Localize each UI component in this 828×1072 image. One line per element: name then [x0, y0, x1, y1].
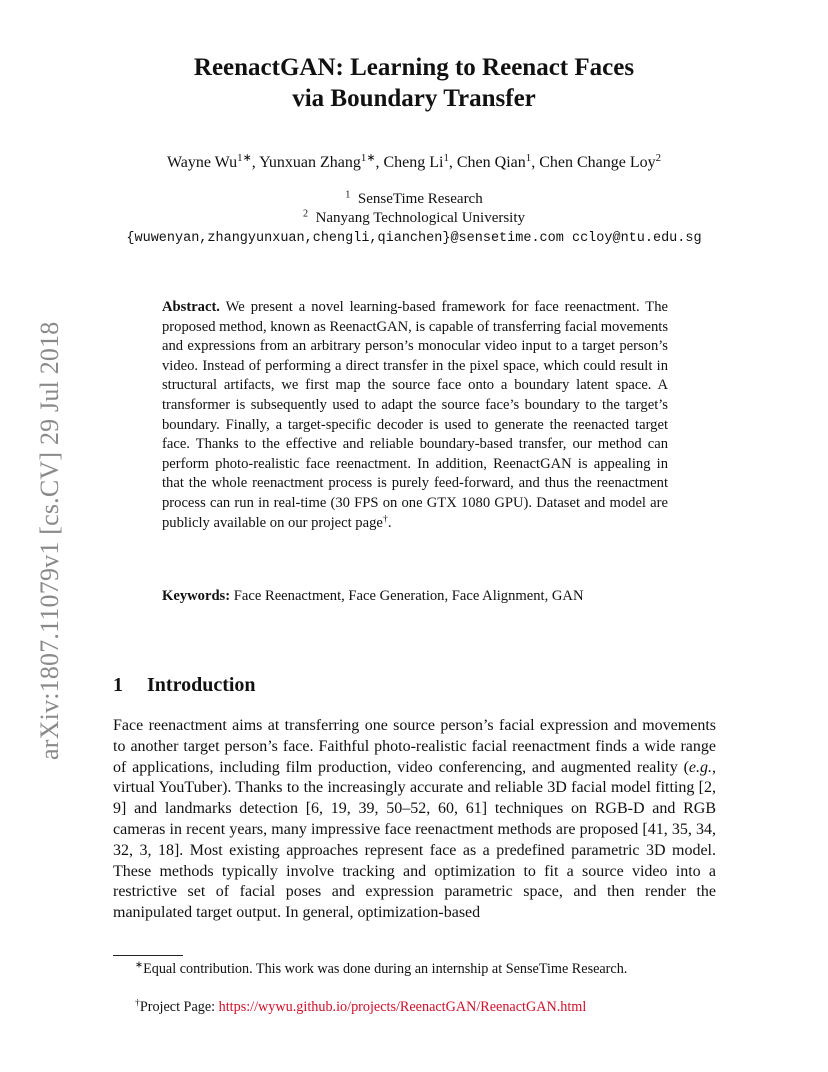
footnote-divider: [113, 955, 183, 956]
affiliation-mark: 2: [302, 208, 309, 220]
intro-text-part-2: , virtual YouTuber). Thanks to the increasingly accurate and reliable 3D facial model fitting [2, 9] and landmarks detection [6, 19, 39, 50–52, 60, 61] techniques on RGB-D and RGB cameras in recent years, many impressive face reenactment methods are proposed [41, 35, 34, 32, 3, 18]. Most existing approaches represent face as a predefined parametric 3D model. These methods typically involve tracking and optimization to fit a source video into a restrictive set of facial poses and expression parametric space, and then render the manipulated target output. In general, optimization-based: [113, 758, 716, 922]
author-mark: 2: [655, 152, 662, 165]
section-title: Introduction: [147, 674, 256, 696]
affiliation-name: SenseTime Research: [357, 191, 483, 207]
author-emails: {wuwenyan,zhangyunxuan,chengli,qianchen}@sensetime.com ccloy@ntu.edu.sg: [126, 231, 702, 246]
footnote-mark: †: [135, 997, 140, 1009]
author-list: Wayne $Wu^{1∗}$, Yunxuan Zhang$^{1∗}$, Cheng Li$^1$, Chen Qian$^1$, Chen Change Loy$^2$: [166, 152, 662, 171]
author-mark: 1∗: [360, 152, 376, 165]
author-name: Cheng Li: [383, 154, 444, 171]
footnote-project-page: [113, 998, 716, 1017]
abstract: [162, 298, 668, 533]
paper-title: [0, 52, 828, 114]
abstract-label: Abstract.: [162, 299, 220, 315]
footnote-equal-contribution: [113, 960, 716, 979]
abstract-footnote-mark: †: [382, 513, 388, 525]
project-page-link[interactable]: https://wywu.github.io/projects/ReenactGAN/ReenactGAN.html: [218, 999, 587, 1015]
author-mark: 1: [443, 152, 449, 165]
abstract-end: .: [387, 514, 392, 531]
author-name: Wayne Wu: [166, 154, 238, 171]
title-line-1: ReenactGAN: Learning to Reenact Faces: [193, 54, 635, 81]
affiliation-1: [0, 190, 828, 209]
intro-text-part-1: Face reenactment aims at transferring one source person’s facial expression and movements to another target person’s face. Faithful photo-realistic facial reenactment finds a wide range of applications, including film production, video conferencing, and augmented reality (: [113, 717, 716, 776]
introduction-paragraph: [113, 716, 716, 924]
footnote-label: Project Page:: [139, 999, 219, 1015]
arxiv-identifier: arXiv:1807.11079v1 [cs.CV] 29 Jul 2018: [35, 321, 64, 760]
section-number: 1: [113, 674, 123, 696]
author-mark: 1: [525, 152, 532, 165]
keywords-label: Keywords:: [162, 588, 231, 604]
intro-eg: e.g.: [688, 758, 712, 776]
keywords: [162, 586, 682, 606]
footnote-mark: ∗: [135, 959, 144, 971]
affiliation-mark: 1: [345, 189, 351, 201]
affiliation-name: Nanyang Technological University: [315, 210, 526, 226]
author-mark: 1∗: [237, 152, 252, 165]
abstract-text: We present a novel learning-based framework for face reenactment. The proposed method, known as ReenactGAN, is capable of transferring facial movements and expressions from an arbitrary person’s monocular video input to a target person’s video. Instead of performing a direct transfer in the pixel space, which could result in structural artifacts, we first map the source face onto a boundary latent space. A transformer is subsequently used to adapt the source face’s boundary to the target’s boundary. Finally, a target-specific decoder is used to generate the reenacted target face. Thanks to the effective and reliable boundary-based transfer, our method can perform photo-realistic face reenactment. In addition, ReenactGAN is appealing in that the whole reenactment process is purely feed-forward, and thus the reenactment process can run in real-time (30 FPS on one GTX 1080 GPU). Dataset and model are publicly available on our project page: [162, 299, 668, 531]
author-name: Yunxuan Zhang: [259, 154, 361, 171]
section-heading: [113, 672, 256, 698]
author-name: Chen Change Loy: [539, 154, 656, 171]
keywords-text: Face Reenactment, Face Generation, Face Alignment, GAN: [233, 588, 584, 604]
footnote-text: Equal contribution. This work was done during an internship at SenseTime Research.: [143, 961, 628, 977]
affiliation-2: [0, 209, 828, 228]
title-line-2: via Boundary Transfer: [292, 85, 536, 112]
author-name: Chen Qian: [456, 154, 526, 171]
